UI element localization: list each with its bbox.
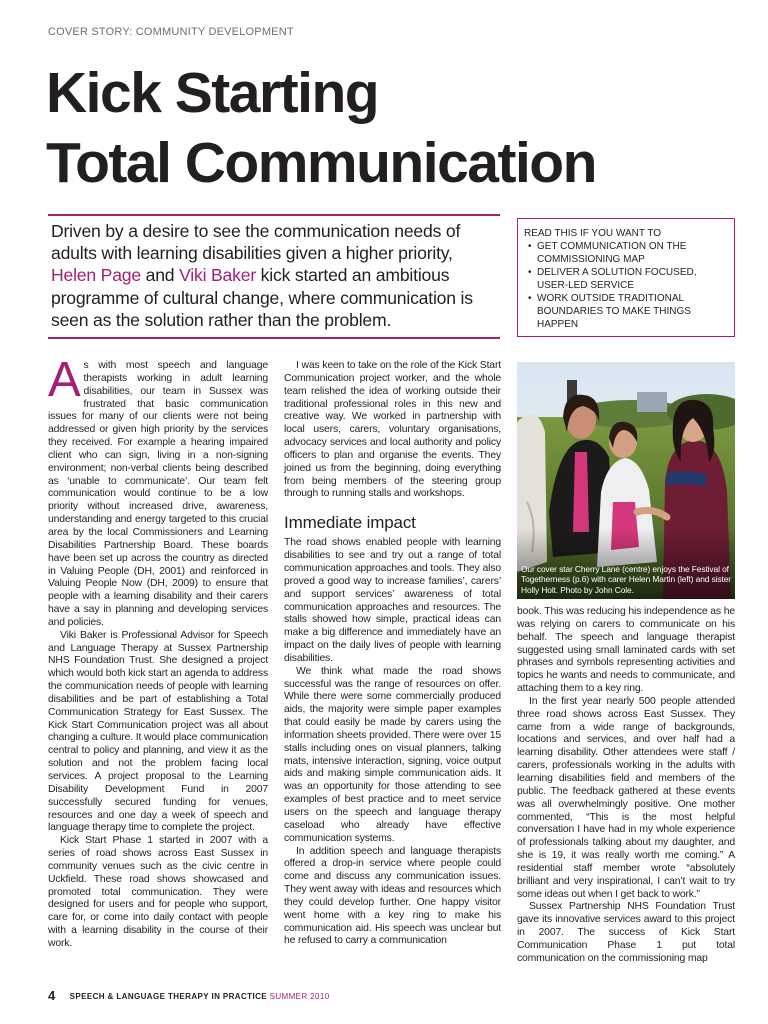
paragraph: Viki Baker is Professional Advisor for Speech and Language Therapy at Sussex Partnership NHS Foundation Trust. She designed a project which would both kick start an agenda to address the communication needs of people with learning disabilities and be part of establishing a Total Communication Strategy for East Sussex. The Kick Start Communication project was all about changing a culture. It would place communication central to policy and planning, and view it as the solution and not the problem facing local services. A project proposal to the Learning Disability Development Fund in 2007 successfully secured funding for venues, resources and one day a week of speech and language therapy time to complete the project. <box>48 629 268 834</box>
standfirst-part-1: Driven by a desire to see the communication needs of adults with learning disabilities given a higher priority, <box>51 221 461 264</box>
cover-photo <box>517 362 735 599</box>
headline-line-2: Total Communication <box>46 131 596 195</box>
standfirst-box <box>48 214 500 339</box>
author-helen-page: Helen Page <box>51 265 141 286</box>
paragraph: Kick Start Phase 1 started in 2007 with a series of road shows across East Sussex in community venues such as the civic centre in Uckfield. These road shows showcased and promoted total communication. They were designed for users and for people who support, care for, or come into daily contact with people with a learning disability in the course of their work. <box>48 835 268 949</box>
issue-season: SUMMER 2010 <box>269 992 330 1001</box>
read-this-item: • GET COMMUNICATION ON THE COMMISSIONING MAP <box>524 240 728 266</box>
drop-cap: A <box>48 353 81 407</box>
paragraph: The road shows enabled people with learning disabilities to see and try out a range of total communication approaches and tools. They also proved a good way to increase families’, carers’ and support services’ awareness of total communication approaches and resources. The stalls showed how simple, practical ideas can make a big difference and immediately have an impact on the daily lives of people with learning disabilities. <box>284 537 501 664</box>
read-this-list <box>524 240 728 331</box>
paragraph <box>48 353 268 630</box>
read-this-box <box>517 218 735 337</box>
standfirst <box>51 220 500 331</box>
headline-line-1: Kick Starting <box>46 61 379 125</box>
paragraph: book. This was reducing his independence as he was relying on carers to communicate on his behalf. The speech and language therapist suggested using small laminated cards with set phrases and symbols representing activities and topics he wants and needs to communicate, and attaching them to a key ring. <box>517 606 735 695</box>
section-kicker: COVER STORY: COMMUNITY DEVELOPMENT <box>48 26 294 38</box>
paragraph: In the first year nearly 500 people attended three road shows across East Sussex. They came from a wide range of backgrounds, locations and services, and over half had a learning disability. Other attendees were staff / carers, professionals working in the adults with learning disabilities field and members of the public. The feedback gathered at these events was all overwhelmingly positive. One mother commented, “This is the most helpful conversation I have had in my whole experience of professionals talking about my daughter, and she is 19, it was really worth me coming.” A residential staff member wrote “absolutely brilliant and very inspirational, I can’t wait to try some ideas out when I get back to work.” <box>517 695 735 900</box>
magazine-name: SPEECH & LANGUAGE THERAPY IN PRACTICE <box>69 992 267 1001</box>
standfirst-and: and <box>140 265 180 286</box>
author-viki-baker: Viki Baker <box>179 265 256 286</box>
paragraph: Sussex Partnership NHS Foundation Trust gave its innovative services award to this project in 2007. The success of Kick Start Communication Phase 1 put total communication on the commissioning map <box>517 901 735 964</box>
paragraph: We think what made the road shows successful was the range of resources on offer. While there were some commercially produced aids, the majority were simple paper examples that could easily be made by carers using the information sheets provided. There were over 15 stalls including ones on visual planners, talking mats, intensive interaction, signing, voice output aids and making simple communication aids. It was an opportunity for those attending to see examples of best practice and to meet service users on the speech and language therapy caseload who already have effective communication systems. <box>284 665 501 844</box>
paragraph: In addition speech and language therapists offered a drop-in service where people could come and discuss any communication issues. They went away with ideas and resources which they could develop further. One happy visitor went home with a key ring to make his communication aid. His speech was unclear but he refused to carry a communication <box>284 845 501 947</box>
body-column-1 <box>48 353 268 951</box>
paragraph-text: s with most speech and language therapists working in adult learning disabilities, our team in Sussex was frustrated that basic communication issues for many of our clients were not being addressed or given high priority by the services they received. For example a hearing impaired client who can sign, living in a non-signing environment; non-verbal clients being described as ‘unable to communicate’. Our team felt communication would continue to be a low priority without increased drive, awareness, understanding and energy targeted to this crucial area by the local Commissioners and Learning Disabilities Partnership Board. These boards have been set up across the country as directed in Valuing People (DH, 2001) and reinforced in Valuing People Now (DH, 2009) to ensure that people with a learning disability and their carers have a say in planning and developing services and policies. <box>48 360 268 628</box>
photo-caption: Our cover star Cherry Lane (centre) enjoys the Festival of Togetherness (p.6) with carer Helen Martin (left) and sister Holly Holt. Photo by John Cole. <box>521 563 731 595</box>
read-this-item: • DELIVER A SOLUTION FOCUSED, USER-LED SERVICE <box>524 266 728 292</box>
page-footer <box>48 988 330 1003</box>
paragraph: I was keen to take on the role of the Kick Start Communication project worker, and the whole team relished the idea of working outside their traditional professional roles in this new and creative way. We worked in partnership with local users, carers, voluntary organisations, advocacy services and local authority and policy officers to plan and organise the events. They joined us from the beginning, doing everything from being members of the steering group through to running stalls and workshops. <box>284 360 501 500</box>
standfirst-part-2: kick started an ambitious programme of cultural change, where communication is seen as the solution rather than the problem. <box>51 265 473 330</box>
body-column-2 <box>284 360 501 948</box>
page-number: 4 <box>48 988 56 1003</box>
body-column-3 <box>517 606 735 966</box>
read-this-title: READ THIS IF YOU WANT TO <box>524 228 662 239</box>
article-headline <box>46 58 726 198</box>
subheading-immediate-impact: Immediate impact <box>284 513 416 533</box>
read-this-item: • WORK OUTSIDE TRADITIONAL BOUNDARIES TO MAKE THINGS HAPPEN <box>524 292 728 331</box>
